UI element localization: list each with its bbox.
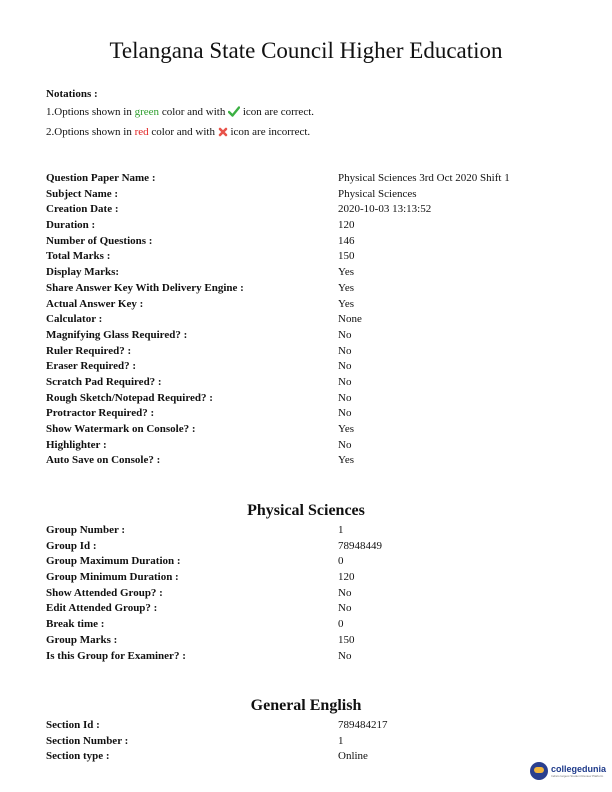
info-row: [46, 312, 566, 328]
info-label: Group Maximum Duration :: [46, 555, 181, 568]
info-value: Physical Sciences: [338, 187, 417, 200]
cross-icon: [218, 125, 228, 143]
info-value: No: [338, 344, 352, 357]
info-row: [46, 406, 566, 422]
info-row: [46, 734, 566, 750]
green-word: green: [134, 106, 160, 118]
page-title: Telangana State Council Higher Education: [109, 38, 503, 63]
info-label: Magnifying Glass Required? :: [46, 328, 188, 341]
info-row: [46, 633, 566, 649]
info-value: 150: [338, 250, 355, 263]
info-label: Calculator :: [46, 313, 103, 326]
info-row: [46, 422, 566, 438]
info-label: Show Attended Group? :: [46, 586, 163, 599]
info-value: None: [338, 313, 362, 326]
info-label: Display Marks:: [46, 266, 120, 279]
collegedunia-logo[interactable]: [530, 760, 612, 782]
info-label: Question Paper Name :: [46, 172, 156, 184]
info-value: 120: [338, 571, 355, 584]
info-value: 2020-10-03 13:13:52: [338, 203, 432, 216]
info-row: [46, 281, 566, 297]
info-row: [46, 601, 566, 617]
section-info-table: [46, 718, 566, 765]
check-icon: [228, 105, 240, 123]
info-label: Ruler Required? :: [46, 344, 132, 357]
logo-tagline: India's largest Student Review Platform: [551, 773, 604, 778]
info-row: [46, 375, 566, 391]
red-word: red: [134, 126, 149, 138]
section-title-general-english: General English: [250, 697, 362, 714]
paper-info-table: [46, 171, 566, 469]
info-label: Rough Sketch/Notepad Required? :: [46, 391, 213, 404]
info-label: Highlighter :: [46, 438, 107, 451]
notation-correct: [46, 103, 314, 123]
info-row: [46, 617, 566, 633]
info-label: Protractor Required? :: [46, 407, 155, 420]
notation-text: 1.Options shown in: [46, 106, 135, 118]
info-value: No: [338, 586, 352, 599]
info-label: Break time :: [46, 618, 105, 631]
info-label: Total Marks :: [46, 250, 111, 263]
info-value: Physical Sciences 3rd Oct 2020 Shift 1: [338, 172, 510, 184]
info-value: No: [338, 438, 352, 451]
info-label: Duration :: [46, 219, 96, 232]
logo-name: collegedunia: [551, 763, 607, 774]
info-label: Share Answer Key With Delivery Engine :: [46, 281, 244, 294]
info-label: Section Number :: [46, 734, 129, 747]
info-row: [46, 234, 566, 250]
info-value: Yes: [338, 297, 355, 310]
notations-heading: Notations :: [46, 88, 98, 100]
info-label: Section Id :: [46, 719, 100, 731]
info-row: [46, 749, 566, 765]
info-label: Eraser Required? :: [46, 360, 137, 373]
info-row: [46, 344, 566, 360]
info-row: [46, 359, 566, 375]
info-label: Subject Name :: [46, 187, 119, 200]
info-value: No: [338, 375, 352, 388]
info-value: Yes: [338, 454, 355, 467]
notation-text: color and with: [159, 106, 229, 118]
info-label: Show Watermark on Console? :: [46, 423, 196, 435]
logo-mascot-icon: [530, 762, 548, 780]
info-row: [46, 649, 566, 665]
info-value: 146: [338, 234, 355, 247]
notations: [46, 85, 314, 143]
info-label: Section type :: [46, 750, 110, 763]
notation-text: icon are correct.: [240, 106, 315, 118]
section-title-physical-sciences: Physical Sciences: [247, 502, 365, 519]
info-value: 150: [338, 633, 355, 646]
info-label: Number of Questions :: [46, 234, 153, 247]
info-value: No: [338, 649, 352, 662]
info-row: [46, 218, 566, 234]
info-value: 789484217: [338, 719, 388, 731]
info-label: Actual Answer Key :: [46, 297, 144, 310]
info-row: [46, 453, 566, 469]
info-row: [46, 718, 566, 734]
info-row: [46, 187, 566, 203]
info-value: No: [338, 360, 352, 373]
info-label: Scratch Pad Required? :: [46, 375, 162, 388]
info-value: 1: [338, 734, 344, 747]
info-value: No: [338, 328, 352, 341]
info-value: No: [338, 391, 352, 404]
info-label: Creation Date :: [46, 203, 119, 216]
group-info-table: [46, 523, 566, 664]
notation-text: icon are incorrect.: [227, 126, 311, 138]
info-row: [46, 570, 566, 586]
notation-text: 2.Options shown in: [46, 126, 135, 138]
info-label: Group Id :: [46, 539, 97, 552]
notation-text: color and with: [148, 126, 218, 138]
info-row: [46, 265, 566, 281]
info-row: [46, 523, 566, 539]
info-value: Yes: [338, 423, 355, 435]
info-label: Group Minimum Duration :: [46, 571, 179, 584]
info-label: Edit Attended Group? :: [46, 602, 158, 615]
info-value: Yes: [338, 266, 355, 279]
info-row: [46, 328, 566, 344]
notation-incorrect: [46, 123, 314, 143]
info-row: [46, 171, 566, 187]
info-row: [46, 539, 566, 555]
info-row: [46, 202, 566, 218]
info-value: 78948449: [338, 539, 382, 552]
logo-text: [551, 765, 606, 778]
info-value: Online: [338, 750, 368, 763]
info-row: [46, 297, 566, 313]
info-label: Is this Group for Examiner? :: [46, 649, 186, 662]
info-label: Auto Save on Console? :: [46, 454, 161, 467]
info-value: No: [338, 602, 352, 615]
info-row: [46, 249, 566, 265]
info-row: [46, 586, 566, 602]
info-value: 120: [338, 219, 355, 232]
info-value: 0: [338, 555, 344, 568]
info-value: No: [338, 407, 352, 420]
info-row: [46, 438, 566, 454]
info-value: 1: [338, 524, 344, 536]
info-row: [46, 554, 566, 570]
info-label: Group Marks :: [46, 633, 118, 646]
info-value: Yes: [338, 281, 355, 294]
info-value: 0: [338, 618, 344, 631]
info-label: Group Number :: [46, 524, 126, 536]
info-row: [46, 391, 566, 407]
